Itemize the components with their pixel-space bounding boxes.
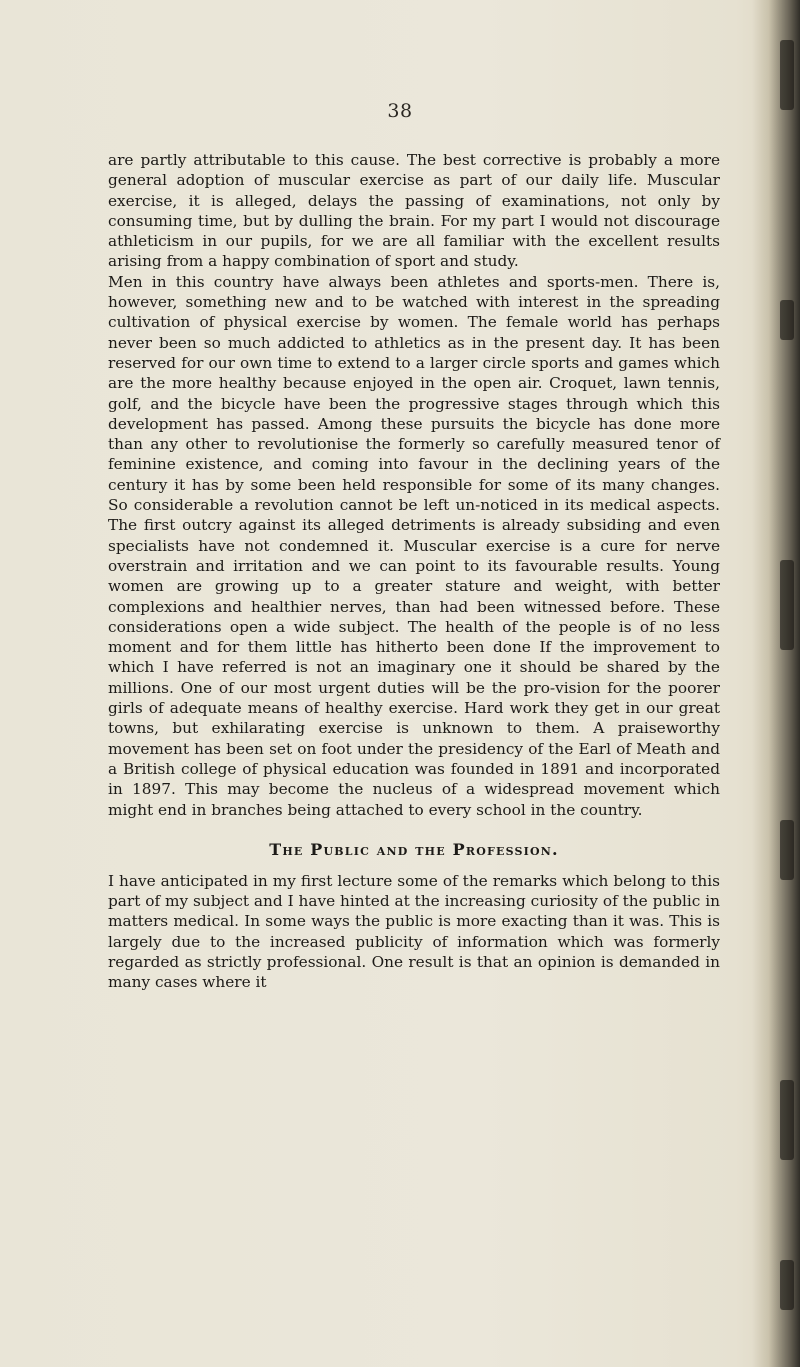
edge-mark: [780, 1080, 794, 1160]
page-number: 38: [387, 100, 413, 122]
edge-mark: [780, 560, 794, 650]
body-text: [108, 150, 720, 993]
edge-mark: [780, 1260, 794, 1310]
edge-mark: [780, 820, 794, 880]
section-heading: The Public and the Profession.: [269, 839, 559, 859]
paragraph-1: are partly attributable to this cause. The best corrective is probably a more general adoption of muscular exercise as part of our daily life. Muscular exercise, it is alleged, delays the passing of examinations, not only by consuming time, but by dulling the brain. For my part I would not discourage athleticism in our pupils, for we are all familiar with the excellent results arising from a happy combination of sport and study.: [108, 151, 720, 271]
binding-edge-shadow: [752, 0, 800, 1367]
paragraph-2: Men in this country have always been athletes and sports-men. There is, however, something new and to be watched with interest in the spreading cultivation of physical exercise by women. The female world has perhaps never been so much addicted to athletics as in the present day. It has been reserved for our own time to extend to a larger circle sports and games which are the more healthy because enjoyed in the open air. Croquet, lawn tennis, golf, and the bicycle have been the progressive stages through which this development has passed. Among these pursuits the bicycle has done more than any other to revolutionise the formerly so carefully measured tenor of feminine existence, and coming into favour in the declining years of the century it has by some been held responsible for some of its many changes. So considerable a revolution cannot be left un-noticed in its medical aspects. The first outcry against its alleged detriments is already subsiding and even specialists have not condemned it. Muscular exercise is a cure for nerve overstrain and irritation and we can point to its favourable results. Young women are growing up to a greater stature and weight, with better complexions and healthier nerves, than had been witnessed before. These considerations open a wide subject. The health of the people is of no less moment and for them little has hitherto been done If the improvement to which I have referred is not an imaginary one it should be shared by the millions. One of our most urgent duties will be the pro-vision for the poorer girls of adequate means of healthy exercise. Hard work they get in our great towns, but exhilarating exercise is unknown to them. A praiseworthy movement has been set on foot under the presidency of the Earl of Meath and a British college of physical education was founded in 1891 and incorporated in 1897. This may become the nucleus of a widespread movement which might end in branches being attached to every school in the country.: [108, 272, 720, 819]
paragraph-3: I have anticipated in my first lecture some of the remarks which belong to this part of my subject and I have hinted at the increasing curiosity of the public in matters medical. In some ways the public is more exacting than it was. This is largely due to the increased publicity of information which was formerly regarded as strictly professional. One result is that an opinion is demanded in many cases where it: [108, 871, 720, 992]
edge-mark: [780, 300, 794, 340]
